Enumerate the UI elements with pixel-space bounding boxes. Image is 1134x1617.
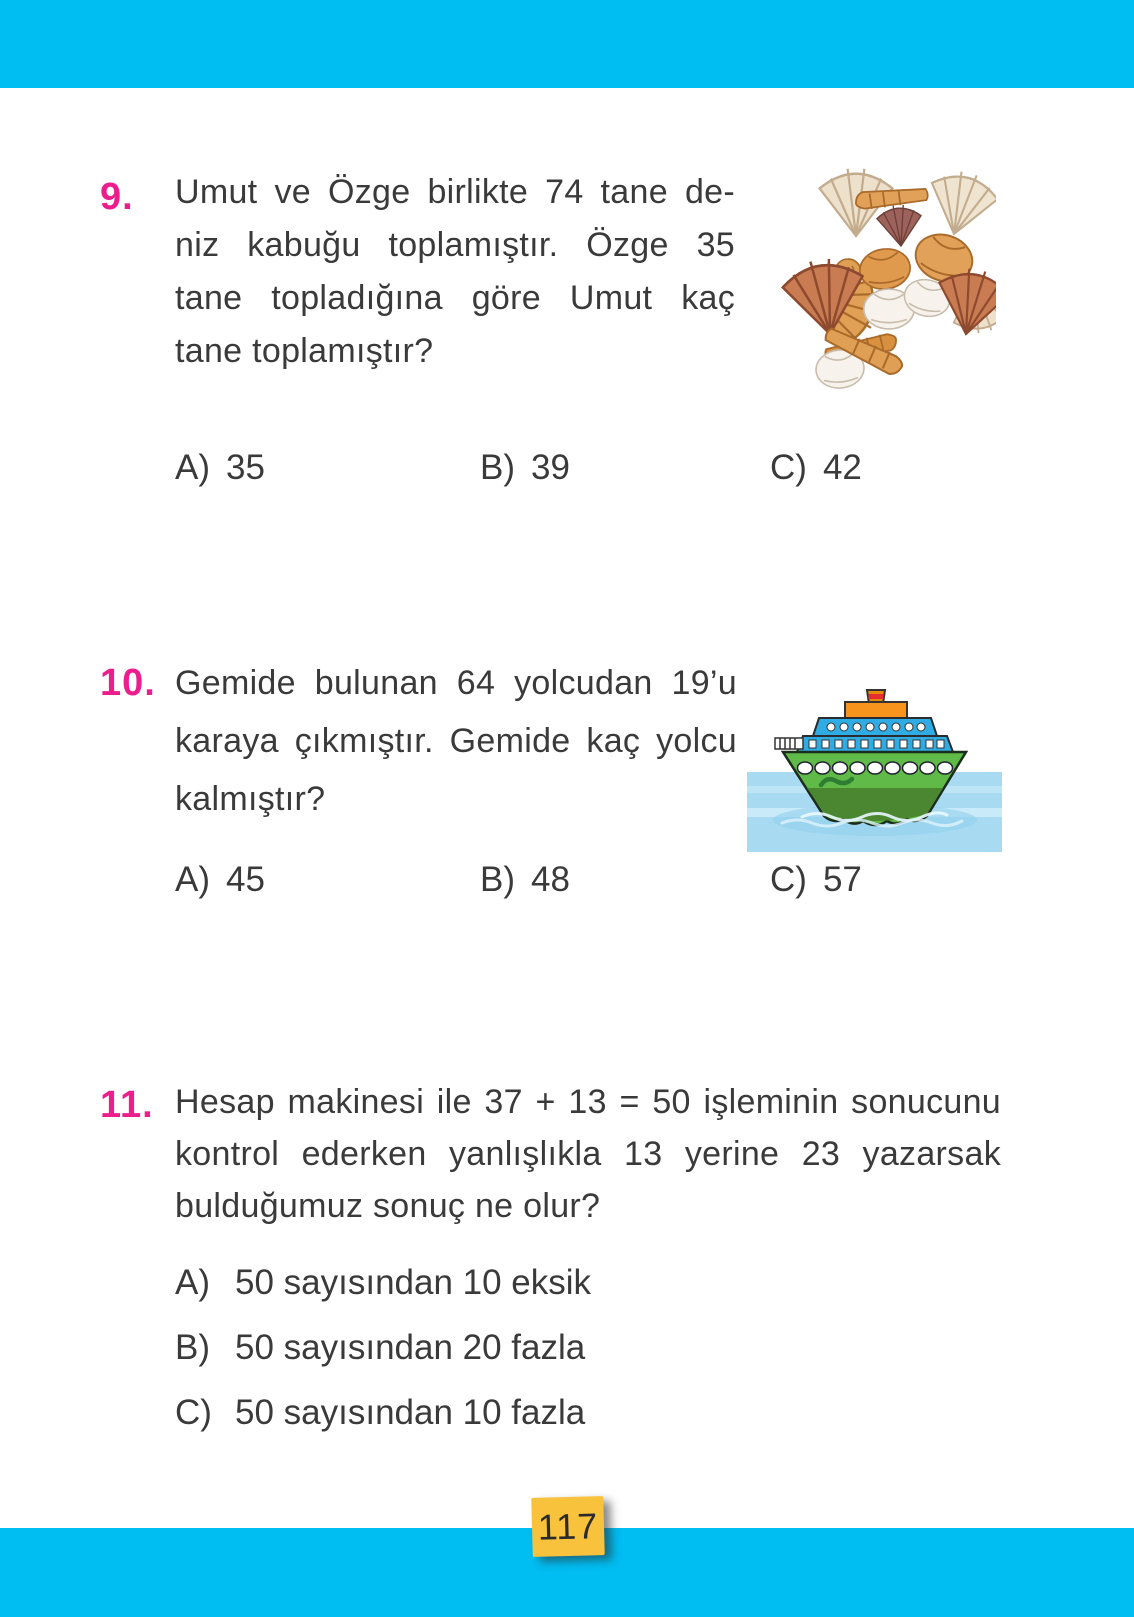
page-number-badge — [531, 1496, 605, 1557]
question-9-answers — [0, 448, 1134, 498]
question-9-line-3: tane topladığına göre Umut kaç — [175, 279, 735, 317]
question-11-number: 11. — [100, 1084, 154, 1126]
answer-label: C) — [770, 448, 807, 487]
question-10-line-1: Gemide bulunan 64 yolcudan 19’u — [175, 664, 737, 702]
question-10-line-2: karaya çıkmıştır. Gemide kaç yolcu — [175, 722, 737, 760]
answer-label: B) — [175, 1327, 210, 1367]
answer-value: 50 sayısından 20 fazla — [235, 1327, 586, 1367]
question-10-number: 10. — [100, 662, 156, 704]
answer-label: B) — [480, 448, 515, 487]
answer-value: 48 — [531, 860, 570, 899]
answer-value: 57 — [822, 860, 862, 899]
question-9-line-2: niz kabuğu toplamıştır. Özge 35 — [175, 226, 735, 264]
question-9-text — [175, 166, 735, 378]
question-11-line-3: bulduğumuz sonuç ne olur? — [175, 1187, 601, 1225]
answer-option-11b — [175, 1315, 591, 1380]
answer-option-9c — [770, 448, 862, 488]
answer-option-11a — [175, 1250, 591, 1315]
answer-label: C) — [175, 1392, 212, 1432]
answer-value: 39 — [531, 448, 570, 487]
question-11-line-2: kontrol ederken yanlışlıkla 13 yerine 23 yazarsak — [175, 1135, 1001, 1173]
question-9-number: 9. — [100, 176, 134, 218]
page-number: 117 — [537, 1504, 599, 1548]
answer-label: A) — [175, 860, 210, 899]
question-9-line-4: tane toplamıştır? — [175, 332, 434, 370]
answer-label: B) — [480, 860, 515, 899]
answer-option-10a — [175, 860, 265, 900]
seashells-illustration — [768, 162, 996, 396]
question-11-answers — [175, 1250, 591, 1445]
answer-label: A) — [175, 1262, 210, 1302]
answer-value: 45 — [226, 860, 265, 899]
answer-value: 42 — [822, 448, 862, 487]
answer-option-9a — [175, 448, 265, 488]
question-9-line-1: Umut ve Özge birlikte 74 tane de- — [175, 173, 735, 211]
ship-illustration — [747, 686, 1002, 852]
question-11-line-1: Hesap makinesi ile 37 + 13 = 50 işleminin sonucunu — [175, 1083, 1001, 1121]
question-11-text — [175, 1076, 1001, 1232]
answer-option-10b — [480, 860, 570, 900]
top-band — [0, 0, 1134, 88]
answer-value: 50 sayısından 10 fazla — [235, 1392, 586, 1432]
question-10-text — [175, 654, 737, 828]
answer-value: 50 sayısından 10 eksik — [235, 1262, 592, 1302]
answer-label: C) — [770, 860, 807, 899]
answer-option-11c — [175, 1380, 591, 1445]
answer-option-9b — [480, 448, 570, 488]
answer-value: 35 — [226, 448, 265, 487]
question-10-line-3: kalmıştır? — [175, 780, 326, 818]
answer-label: A) — [175, 448, 210, 487]
question-10-answers — [0, 860, 1134, 910]
answer-option-10c — [770, 860, 862, 900]
